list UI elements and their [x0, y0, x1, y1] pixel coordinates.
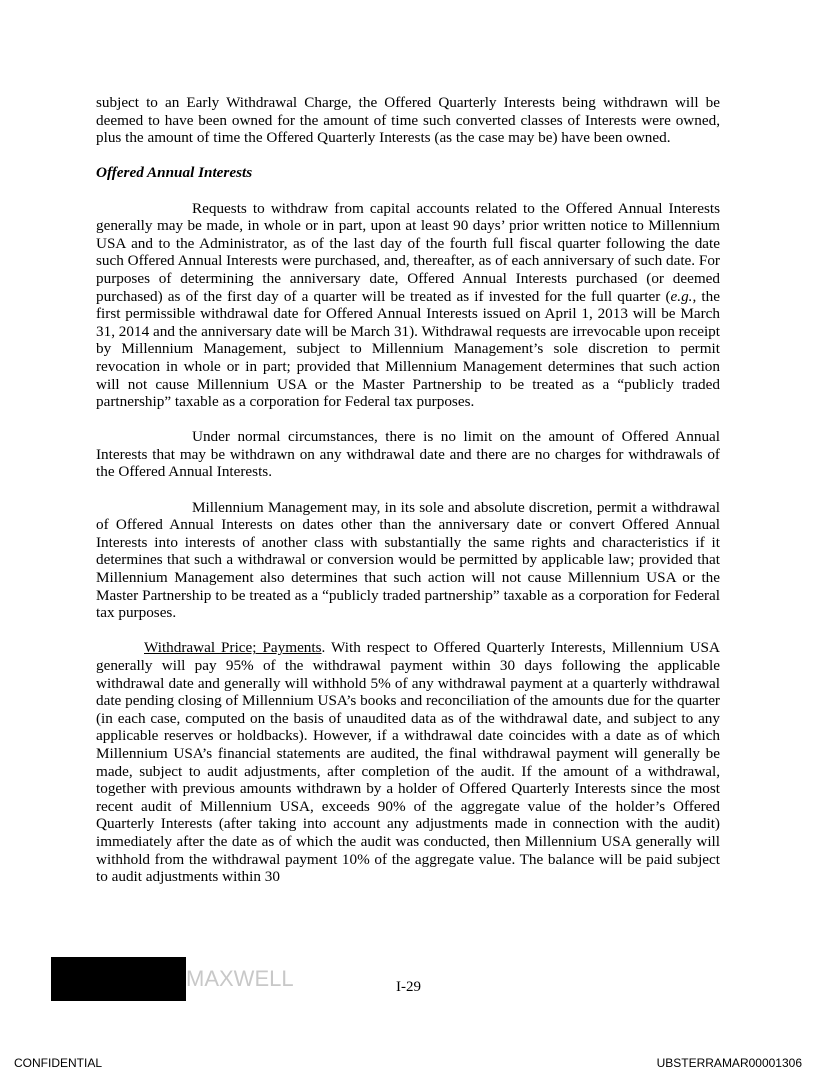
page-number: I-29 — [396, 979, 421, 995]
maxwell-stamp: MAXWELL — [186, 966, 294, 991]
confidential-label: CONFIDENTIAL — [14, 1056, 103, 1070]
paragraph-normal-circumstances: Under normal circumstances, there is no limit on the amount of Offered Annual Interests that may be withdrawn on any withdrawal date and there are no charges for withdrawals of the Offered Annual Interests. — [96, 428, 720, 481]
paragraph-withdrawal-requests — [96, 200, 720, 411]
bates-number: UBSTERRAMAR00001306 — [656, 1056, 802, 1070]
italic-eg: e.g. — [670, 287, 693, 305]
paragraph-text: Requests to withdraw from capital accounts related to the Offered Annual Interests generally may be made, in whole or in part, upon at least 90 days’ prior written notice to Millennium USA and to the Administrator, as of the last day of the fourth full fiscal quarter following the date such Offered Annual Interests were purchased, and, thereafter, as of each anniversary of such date. For purposes of determining the anniversary date, Offered Annual Interests purchased (or deemed purchased) as of the first day of a quarter will be treated as if invested for the full quarter ( — [96, 199, 720, 305]
subsection-title-withdrawal-price: Withdrawal Price; Payments — [144, 639, 322, 657]
document-body — [96, 94, 720, 903]
paragraph-continuation: subject to an Early Withdrawal Charge, the Offered Quarterly Interests being withdrawn will be deemed to have been owned for the amount of time such converted classes of Interests were owned, plus the amount of time the Offered Quarterly Interests (as the case may be) have been owned. — [96, 94, 720, 147]
paragraph-management-discretion: Millennium Management may, in its sole and absolute discretion, permit a withdrawal of Offered Annual Interests on dates other than the anniversary date or convert Offered Annual Interests into interests of another class with substantially the same rights and characteristics if it determines that such a withdrawal or conversion would be permitted by applicable law; provided that Millennium Management also determines that such action will not cause Millennium USA or the Master Partnership to be treated as a “publicly traded partnership” taxable as a corporation for Federal tax purposes. — [96, 498, 720, 622]
section-heading-offered-annual-interests: Offered Annual Interests — [96, 164, 253, 182]
paragraph-text: , the first permissible withdrawal date for Offered Annual Interests issued on April 1, 2013 will be March 31, 2014 and the anniversary date will be March 31). Withdrawal requests are irrevocable upon receipt by Millennium Management, subject to Millennium Management’s sole discretion to permit revocation in whole or in part; provided that Millennium Management determines that such action will not cause Millennium USA or the Master Partnership to be treated as a “publicly traded partnership” taxable as a corporation for Federal tax purposes. — [96, 287, 720, 411]
paragraph-withdrawal-price — [96, 639, 720, 885]
redaction-box — [51, 957, 186, 1001]
paragraph-text: . With respect to Offered Quarterly Interests, Millennium USA generally will pay 95% of the withdrawal payment within 30 days following the applicable withdrawal date and generally will withhold 5% of any withdrawal payment at a quarterly withdrawal date pending closing of Millennium USA’s books and reconciliation of the amounts due for the quarter (in each case, computed on the basis of unaudited data as of the withdrawal date, and subject to any applicable reserves or holdbacks). However, if a withdrawal date coincides with a date as of which Millennium USA’s financial statements are audited, the final withdrawal payment will generally be made, subject to audit adjustments, after completion of the audit. If the amount of a withdrawal, together with previous amounts withdrawn by a holder of Offered Quarterly Interests since the most recent audit of Millennium USA, exceeds 90% of the aggregate value of the holder’s Offered Quarterly Interests (after taking into account any adjustments made in connection with the audit) immediately after the date as of which the audit was conducted, then Millennium USA generally will withhold from the withdrawal payment 10% of the aggregate value. The balance will be paid subject to audit adjustments within 30 — [96, 639, 720, 886]
